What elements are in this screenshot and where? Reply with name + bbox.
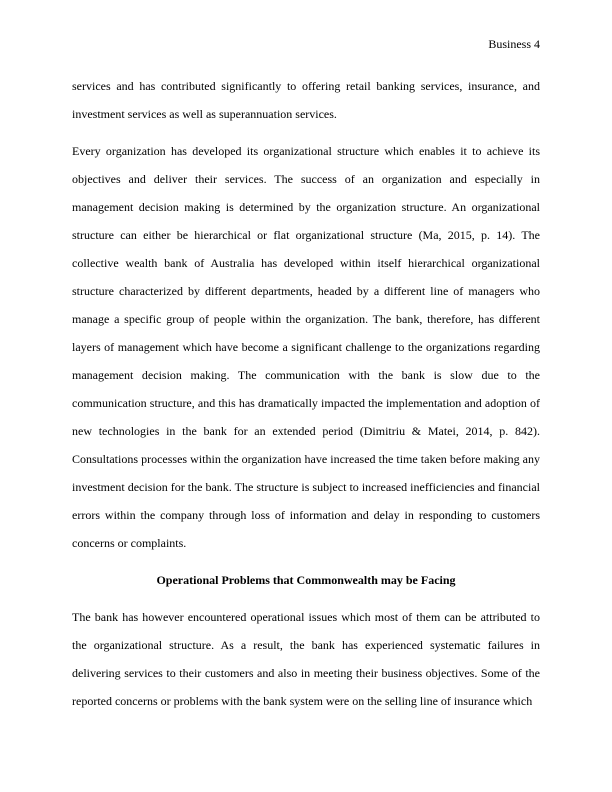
section-heading: Operational Problems that Commonwealth may be Facing: [156, 573, 456, 587]
paragraph-continuation: services and has contributed significantly to offering retail banking services, insurance, and investment services as well as superannuation services.: [72, 79, 540, 121]
document-body: [72, 72, 540, 715]
running-head: Business 4: [488, 37, 540, 51]
paragraph-organizational-structure: Every organization has developed its organizational structure which enables it to achieve its objectives and deliver their services. The success of an organization and especially in management decision making is determined by the organization structure. An organizational structure can either be hierarchical or flat organizational structure (Ma, 2015, p. 14). The collective wealth bank of Australia has developed within itself hierarchical organizational structure characterized by different departments, headed by a different line of managers who manage a specific group of people within the organization. The bank, therefore, has different layers of management which have become a significant challenge to the organizations regarding management decision making. The communication with the bank is slow due to the communication structure, and this has dramatically impacted the implementation and adoption of new technologies in the bank for an extended period (Dimitriu & Matei, 2014, p. 842). Consultations processes within the organization have increased the time taken before making any investment decision for the bank. The structure is subject to increased inefficiencies and financial errors within the company through loss of information and delay in responding to customers concerns or complaints.: [72, 144, 540, 550]
paragraph-operational-problems: The bank has however encountered operational issues which most of them can be attributed to the organizational structure. As a result, the bank has experienced systematic failures in delivering services to their customers and also in meeting their business objectives. Some of the reported concerns or problems with the bank system were on the selling line of insurance which: [72, 610, 540, 708]
